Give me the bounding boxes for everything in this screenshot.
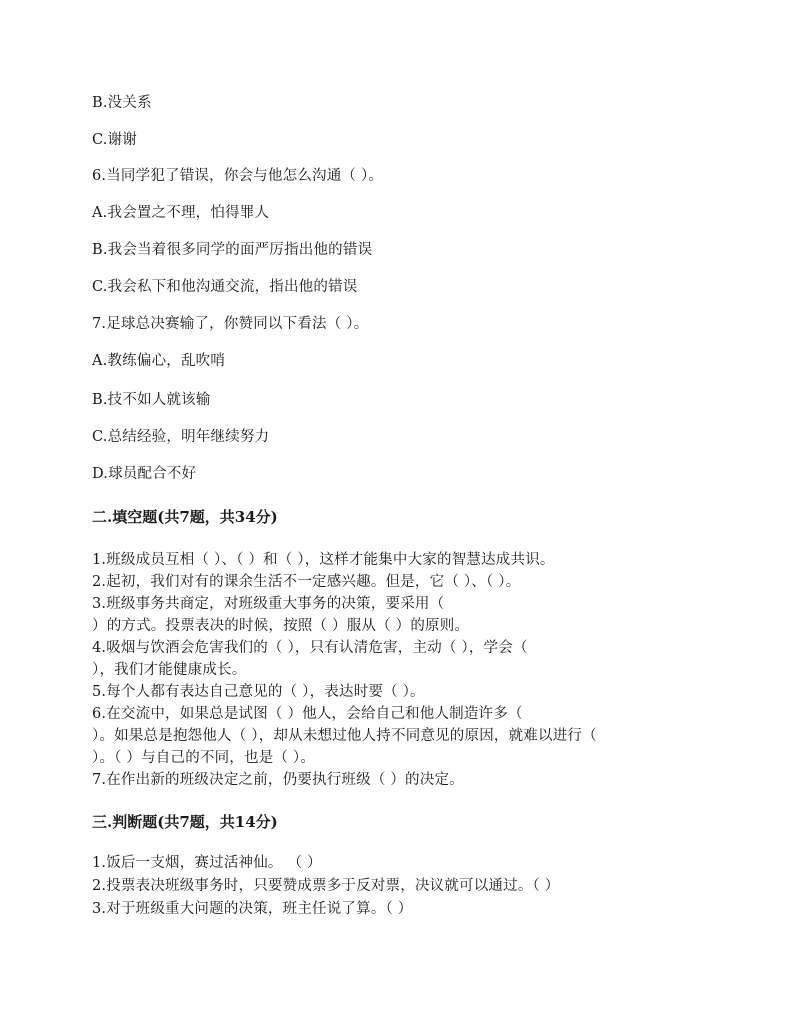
option-line: A.我会置之不理，怕得罪人 — [92, 205, 270, 221]
option-line: C.总结经验，明年继续努力 — [92, 429, 270, 445]
question-line: 6.当同学犯了错误，你会与他怎么沟通（ ）。 — [92, 168, 384, 184]
section-heading-fill: 二.填空题(共7题，共34分) — [92, 508, 278, 526]
fill-line: 2.起初，我们对有的课余生活不一定感兴趣。但是，它（ ）、（ ）。 — [92, 574, 521, 590]
option-line: B.我会当着很多同学的面严厉指出他的错误 — [92, 242, 373, 258]
option-line: B.没关系 — [92, 95, 152, 111]
fill-line: ）的方式。投票表决的时候，按照（ ）服从（ ）的原则。 — [92, 618, 470, 634]
section-heading-judge: 三.判断题(共7题，共14分) — [92, 813, 278, 831]
fill-line: ）。（ ）与自己的不同，也是（ ）。 — [92, 750, 316, 766]
judge-line: 2.投票表决班级事务时，只要赞成票多于反对票，决议就可以通过。（ ） — [92, 878, 560, 894]
fill-line: 4.吸烟与饮酒会危害我们的（ ），只有认清危害，主动（ ），学会（ — [92, 640, 528, 656]
judge-line: 3.对于班级重大问题的决策，班主任说了算。（ ） — [92, 901, 413, 917]
option-line: A.教练偏心，乱吹哨 — [92, 353, 226, 369]
fill-line: 7.在作出新的班级决定之前，仍要执行班级（ ）的决定。 — [92, 772, 464, 788]
option-line: C.我会私下和他沟通交流，指出他的错误 — [92, 279, 358, 295]
fill-line: 1.班级成员互相（ ）、（ ）和（ ），这样才能集中大家的智慧达成共识。 — [92, 552, 555, 568]
fill-line: ），我们才能健康成长。 — [92, 662, 247, 678]
option-line: D.球员配合不好 — [92, 466, 197, 482]
fill-line: 6.在交流中，如果总是试图（ ）他人，会给自己和他人制造许多（ — [92, 706, 523, 722]
fill-line: 5.每个人都有表达自己意见的（ ），表达时要（ ）。 — [92, 684, 425, 700]
fill-line: 3.班级事务共商定，对班级重大事务的决策，要采用（ — [92, 596, 445, 612]
judge-line: 1.饭后一支烟，赛过活神仙。 （ ） — [92, 855, 322, 871]
option-line: B.技不如人就该输 — [92, 392, 211, 408]
question-line: 7.足球总决赛输了，你赞同以下看法（ ）。 — [92, 316, 369, 332]
fill-line: ）。如果总是抱怨他人（ ），却从未想过他人持不同意见的原因，就难以进行（ — [92, 728, 597, 744]
option-line: C.谢谢 — [92, 132, 137, 148]
